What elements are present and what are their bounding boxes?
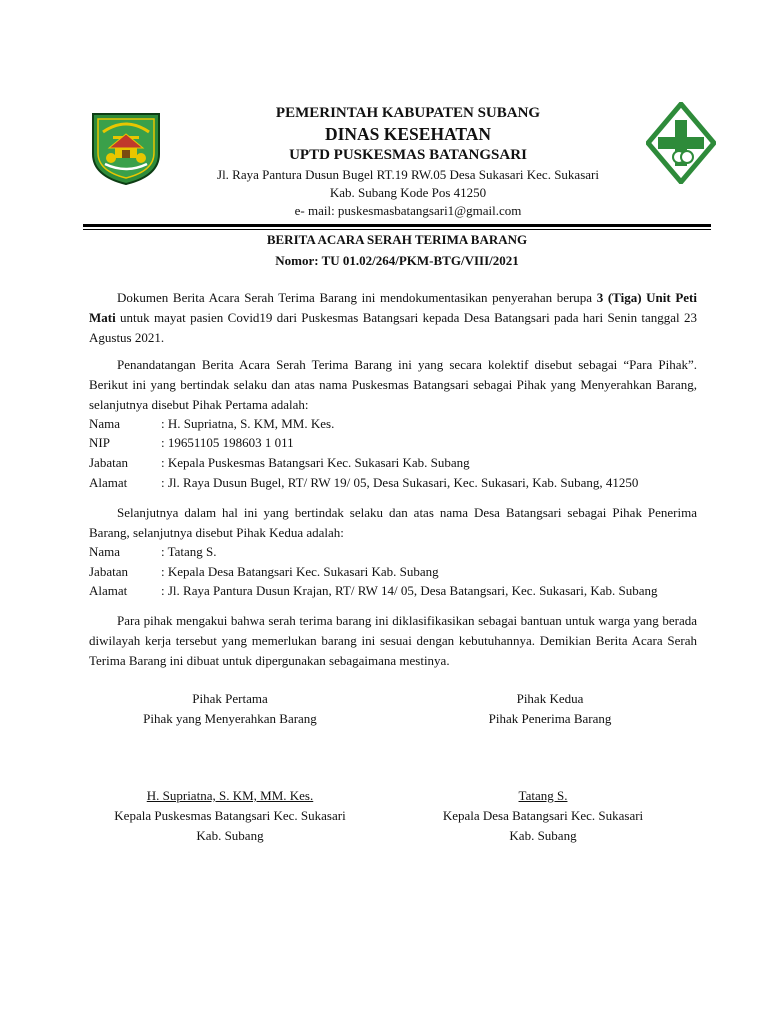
- signature-right-name-block: [393, 786, 693, 846]
- signature-left-position-1: Kepala Puskesmas Batangsari Kec. Sukasari: [114, 808, 346, 823]
- signature-right-role: Pihak Kedua: [516, 691, 584, 706]
- letterhead-address-1: Jl. Raya Pantura Dusun Bugel RT.19 RW.05 Desa Sukasari Kec. Sukasari: [217, 167, 599, 182]
- letterhead-address-2: Kab. Subang Kode Pos 41250: [329, 185, 487, 200]
- document-title: BERITA ACARA SERAH TERIMA BARANG: [266, 232, 528, 247]
- pihak1-label: Nama: [89, 416, 121, 431]
- pihak1-label: Jabatan: [89, 455, 128, 470]
- paragraph-3-text: Selanjutnya dalam hal ini yang bertindak selaku dan atas nama Desa Batangsari sebagai Pihak Penerima Barang, selanjutnya disebut Pihak Kedua adalah:: [89, 505, 697, 540]
- signature-right-name: Tatang S.: [518, 788, 568, 803]
- pihak1-label: NIP: [89, 435, 110, 450]
- pihak2-value: : Tatang S.: [161, 544, 217, 559]
- pihak1-value: : Kepala Puskesmas Batangsari Kec. Sukasari Kab. Subang: [161, 455, 470, 470]
- document-number: Nomor: TU 01.02/264/PKM-BTG/VIII/2021: [275, 253, 519, 268]
- pihak1-label: Alamat: [89, 475, 128, 490]
- pihak2-value: : Kepala Desa Batangsari Kec. Sukasari Kab. Subang: [161, 564, 439, 579]
- paragraph-1-text-a: Dokumen Berita Acara Serah Terima Barang ini mendokumentasikan penyerahan berupa: [117, 290, 597, 305]
- pihak1-value: : Jl. Raya Dusun Bugel, RT/ RW 19/ 05, Desa Sukasari, Kec. Sukasari, Kab. Subang, 41250: [161, 475, 639, 490]
- letterhead-government: PEMERINTAH KABUPATEN SUBANG: [275, 105, 541, 121]
- signature-left-position-2: Kab. Subang: [196, 828, 264, 843]
- signature-right-position-2: Kab. Subang: [509, 828, 577, 843]
- letterhead-unit: UPTD PUSKESMAS BATANGSARI: [289, 147, 527, 163]
- letterhead-rule-thin: [83, 229, 711, 230]
- paragraph-4-text: Para pihak mengakui bahwa serah terima barang ini diklasifikasikan sebagai bantuan untuk warga yang berada diwilayah kerja tersebut yang memerlukan barang ini sesuai dengan kebutuhannya. Demikian Berita Acara Serah Terima Barang ini dibuat untuk dipergunakan sebagaimana mestinya.: [89, 613, 697, 668]
- paragraph-1-item: 3 (Tiga) Unit Peti Mati: [89, 290, 697, 325]
- pihak2-label: Alamat: [89, 583, 128, 598]
- signature-left-desc: Pihak yang Menyerahkan Barang: [143, 711, 317, 726]
- pihak1-value: : 19651105 198603 1 011: [161, 435, 294, 450]
- letterhead-email: e- mail: puskesmasbatangsari1@gmail.com: [294, 203, 522, 218]
- paragraph-4: [89, 611, 697, 671]
- signature-left-name-block: [80, 786, 380, 846]
- signature-right-desc: Pihak Penerima Barang: [488, 711, 612, 726]
- subang-regency-emblem-icon: [89, 110, 163, 186]
- letterhead-agency: DINAS KESEHATAN: [324, 124, 492, 144]
- letterhead-rule-thick: [83, 224, 711, 227]
- signature-left-role: Pihak Pertama: [192, 691, 268, 706]
- signature-left-name: H. Supriatna, S. KM, MM. Kes.: [146, 788, 314, 803]
- pihak2-value: : Jl. Raya Pantura Dusun Krajan, RT/ RW 14/ 05, Desa Batangsari, Kec. Sukasari, Kab. Subang: [161, 583, 658, 598]
- paragraph-2-text: Penandatangan Berita Acara Serah Terima Barang ini yang secara kolektif disebut sebagai “Para Pihak”. Berikut ini yang bertindak selaku dan atas nama Puskesmas Batangsari sebagai Pihak yang Menyerahkan Barang, selanjutnya disebut Pihak Pertama adalah:: [89, 357, 697, 412]
- signature-right: [400, 689, 700, 729]
- paragraph-1-text-c: untuk mayat pasien Covid19 dari Puskesmas Batangsari kepada Desa Batangsari pada hari Senin tanggal 23 Agustus 2021.: [89, 310, 697, 345]
- paragraph-1: [89, 288, 697, 348]
- pihak1-value: : H. Supriatna, S. KM, MM. Kes.: [161, 416, 335, 431]
- paragraph-3: [89, 503, 697, 543]
- letterhead: [170, 104, 646, 221]
- signature-left: [80, 689, 380, 729]
- pihak2-label: Jabatan: [89, 564, 128, 579]
- paragraph-2: [89, 355, 697, 415]
- pihak2-label: Nama: [89, 544, 121, 559]
- signature-right-position-1: Kepala Desa Batangsari Kec. Sukasari: [442, 808, 644, 823]
- puskesmas-logo-icon: [646, 102, 716, 184]
